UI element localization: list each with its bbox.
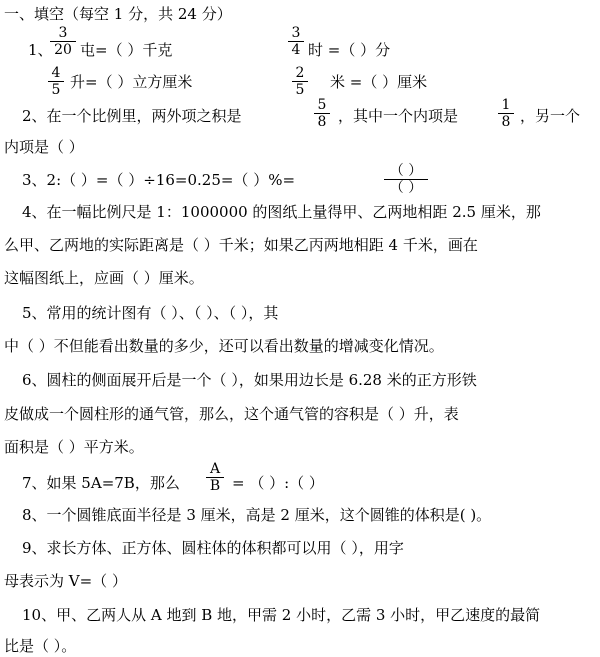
q1a-text: 屯=（ ）千克 [80, 41, 173, 59]
q5-line2: 中（ ）不但能看出数量的多少，还可以看出数量的增减变化情况。 [4, 337, 444, 355]
q2-f1-denominator: 8 [317, 114, 327, 130]
q1d-denominator: 5 [295, 82, 305, 98]
q1c-numerator: 4 [51, 65, 61, 81]
q1c-text: 升=（ ）立方厘米 [70, 73, 193, 91]
q7-text-a: 7、如果 5A=7B，那么 [22, 474, 180, 492]
q7-numerator: A [209, 461, 221, 477]
q9-line1: 9、求长方体、正方体、圆柱体的体积都可以用（ ），用字 [22, 539, 404, 557]
section-title: 一、填空（每空 1 分，共 24 分） [4, 5, 232, 23]
q1d-numerator: 2 [295, 65, 305, 81]
q6-line1: 6、圆柱的侧面展开后是一个（ ），如果用边长是 6.28 米的正方形铁 [22, 371, 477, 389]
q2-line2: 内项是（ ） [4, 138, 84, 156]
q4-line3: 这幅图纸上，应画（ ）厘米。 [4, 269, 204, 287]
q3-text: 3、2:（ ）=（ ）÷16=0.25=（ ）%= [22, 171, 296, 189]
q1a-fraction [50, 26, 76, 57]
q2-line1-part1: 2、在一个比例里，两外项之积是 [22, 107, 242, 125]
q1d-text: 米 =（ ）厘米 [330, 73, 428, 91]
q1a-denominator: 20 [54, 42, 72, 58]
q3-numerator: （ ） [389, 163, 423, 179]
q2-line1-part3: ，另一个 [520, 107, 581, 125]
q2-fraction-2 [498, 98, 514, 129]
q1-number: 1、 [28, 41, 53, 59]
q2-fraction-1 [314, 98, 330, 129]
q6-line3: 面积是（ ）平方米。 [4, 438, 144, 456]
q2-f1-numerator: 5 [317, 97, 327, 113]
q1b-fraction [288, 26, 304, 57]
q1b-numerator: 3 [291, 25, 301, 41]
q4-line1: 4、在一幅比例尺是 1：1000000 的图纸上量得甲、乙两地相距 2.5 厘米，那 [22, 203, 541, 221]
q1b-text: 时 =（ ）分 [308, 41, 391, 59]
q3-fraction [384, 164, 428, 195]
q7-text-b: = （ ）:（ ） [232, 474, 324, 492]
q5-line1: 5、常用的统计图有（ ）、（ ）、（ ），其 [22, 304, 279, 322]
q2-line1-part2: ，其中一个内项是 [338, 107, 459, 125]
q1d-fraction [292, 66, 308, 97]
q1a-numerator: 3 [58, 25, 68, 41]
q10-line2: 比是（ ）。 [4, 637, 77, 655]
q1c-denominator: 5 [51, 82, 61, 98]
q2-f2-numerator: 1 [501, 97, 511, 113]
q1b-denominator: 4 [291, 42, 301, 58]
q2-f2-denominator: 8 [501, 114, 511, 130]
q7-fraction [206, 462, 224, 493]
q8-text: 8、一个圆锥底面半径是 3 厘米，高是 2 厘米，这个圆锥的体积是( )。 [22, 506, 492, 524]
q6-line2: 皮做成一个圆柱形的通气管，那么，这个通气管的容积是（ ）升，表 [4, 405, 459, 423]
q4-line2: 么甲、乙两地的实际距离是（ ）千米；如果乙丙两地相距 4 千米，画在 [4, 236, 478, 254]
q3-denominator: （ ） [389, 180, 423, 196]
q10-line1: 10、甲、乙两人从 A 地到 B 地，甲需 2 小时，乙需 3 小时，甲乙速度的最简 [22, 606, 541, 624]
q7-denominator: B [209, 478, 221, 494]
q9-line2: 母表示为 V=（ ） [4, 572, 127, 590]
q1c-fraction [48, 66, 64, 97]
